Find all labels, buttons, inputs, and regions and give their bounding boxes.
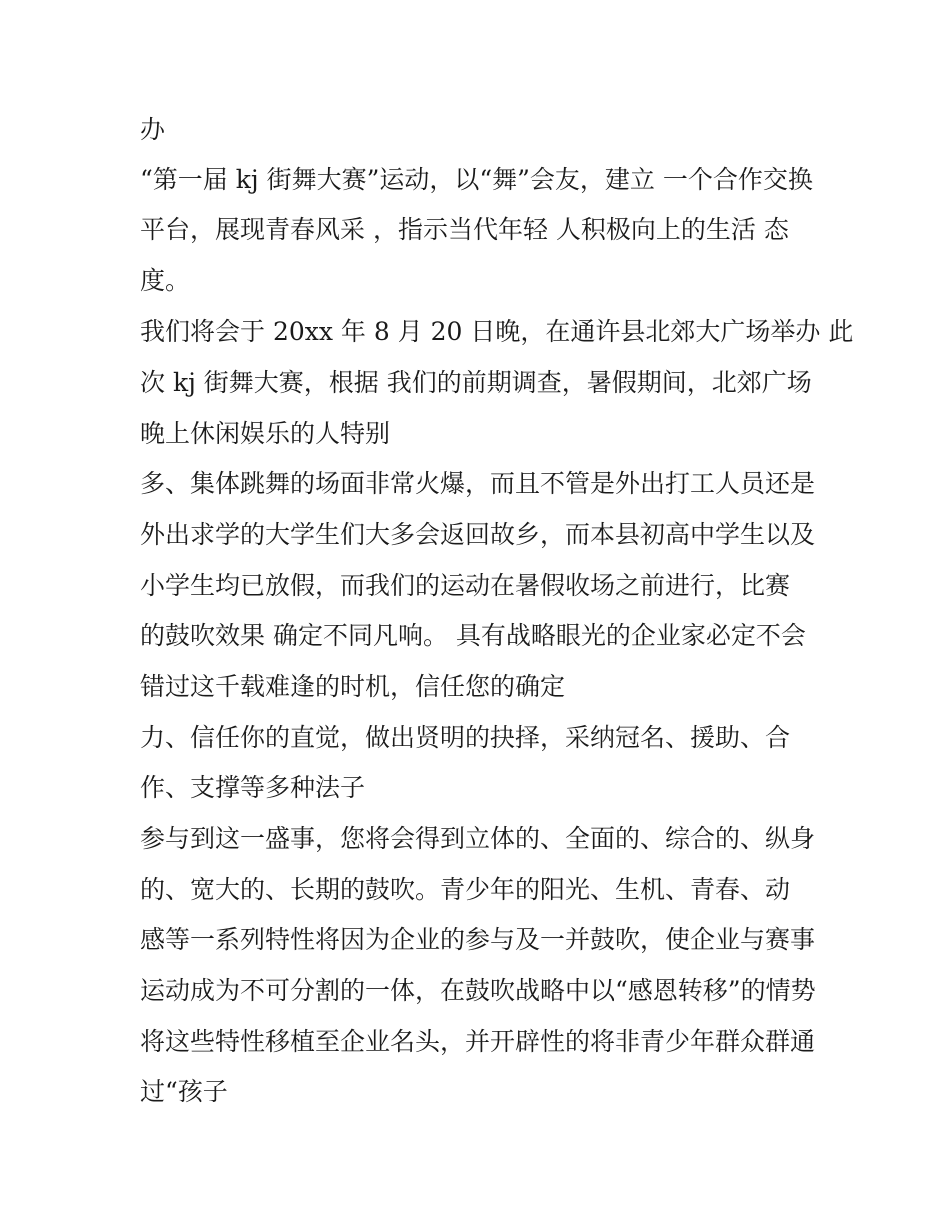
text-line: 参与到这一盛事，您将会得到立体的、全面的、综合的、纵身 <box>140 824 816 853</box>
text-line: 作、支撑等多种法子 <box>140 773 366 802</box>
text-line: 感等一系列特性将因为企业的参与及一并鼓吹，使企业与赛事 <box>140 925 816 954</box>
text-line: 外出求学的大学生们大多会返回故乡，而本县初高中学生以及 <box>140 520 816 549</box>
text-line: 晚上休闲娱乐的人特别 <box>140 419 391 448</box>
text-line: 度。 <box>140 266 191 295</box>
text-line: 过“孩子 <box>140 1077 228 1106</box>
text-line: 的鼓吹效果 确定不同凡响。 具有战略眼光的企业家必定不会 <box>140 621 806 650</box>
text-line: 多、集体跳舞的场面非常火爆，而且不管是外出打工人员还是 <box>140 469 816 498</box>
text-line: 运动成为不可分割的一体，在鼓吹战略中以“感恩转移”的情势 <box>140 976 816 1005</box>
text-line: 小学生均已放假，而我们的运动在暑假收场之前进行，比赛 <box>140 571 791 600</box>
text-line: 将这些特性移植至企业名头，并开辟性的将非青少年群众群通 <box>140 1027 816 1056</box>
text-line: “第一届 kj 街舞大赛”运动，以“舞”会友，建立 一个合作交换 <box>140 165 813 194</box>
text-line: 的、宽大的、长期的鼓吹。青少年的阳光、生机、青春、动 <box>140 875 791 904</box>
text-line: 错过这千载难逢的时机，信任您的确定 <box>140 672 566 701</box>
text-line: 办 <box>140 115 166 144</box>
text-line: 次 kj 街舞大赛，根据 我们的前期调查，暑假期间，北郊广场 <box>140 368 812 397</box>
text-line: 平台，展现青春风采 ，指示当代年轻 人积极向上的生活 态 <box>140 215 789 244</box>
text-line: 我们将会于 20xx 年 8 月 20 日晚，在通许县北郊大广场举办 此 <box>140 317 854 346</box>
text-line: 力、信任你的直觉，做出贤明的抉择，采纳冠名、援助、合 <box>140 723 791 752</box>
